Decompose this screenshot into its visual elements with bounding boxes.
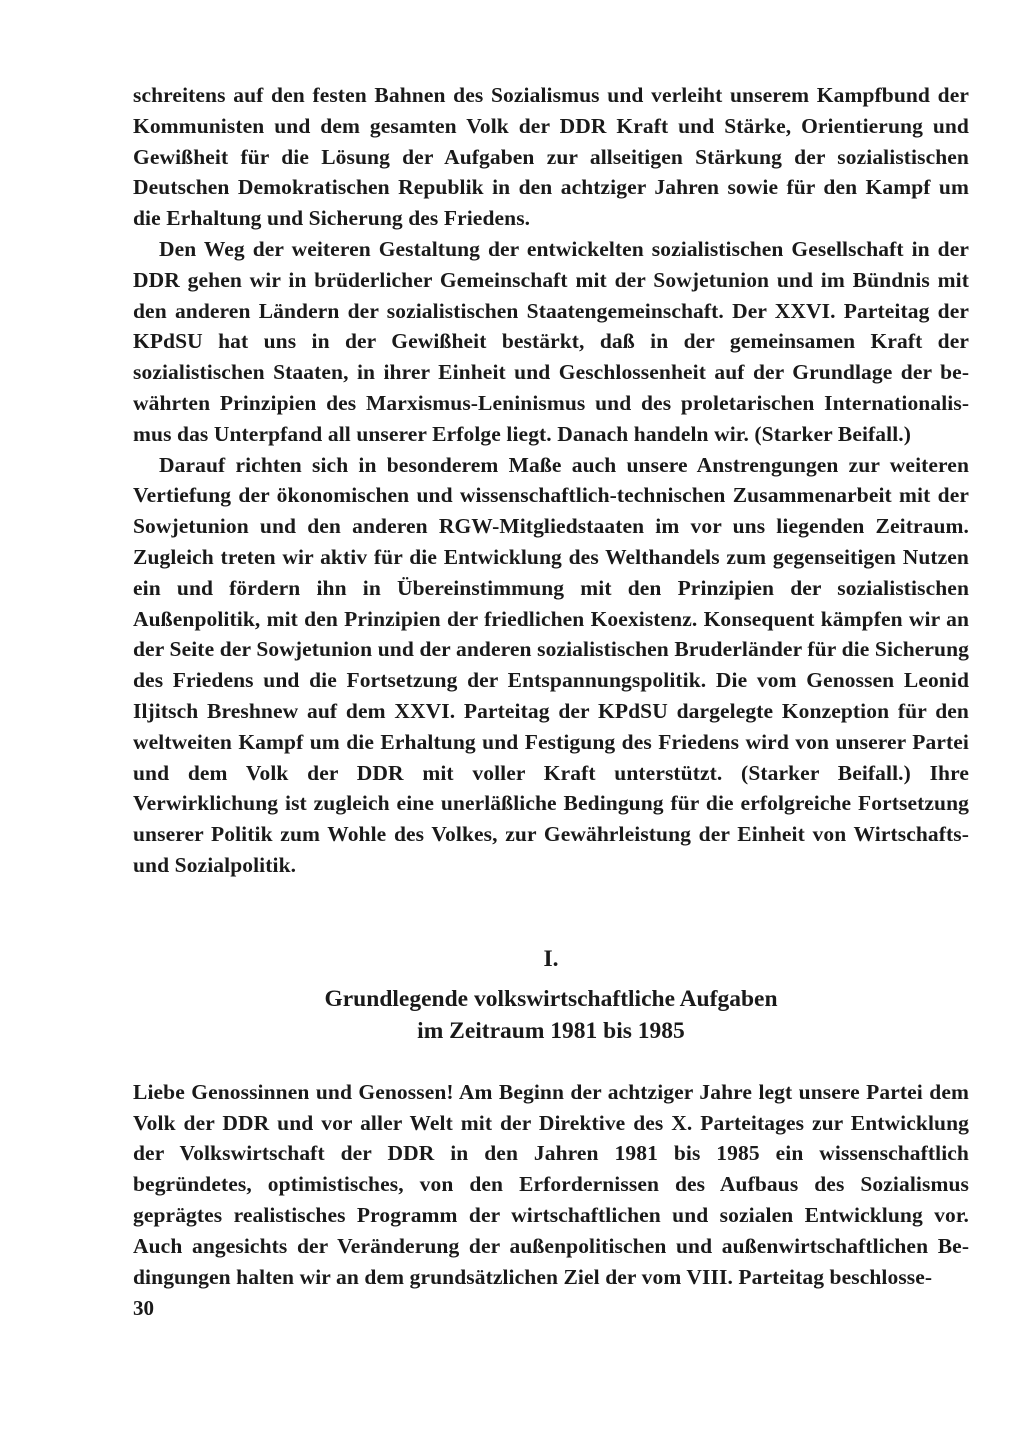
paragraph-socialist-community: Den Weg der weiteren Gestaltung der entwickelten sozialistischen Gesellschaft in der DDR gehen wir in brüderlicher Gemeinschaft mit der Sowjetunion und im Bündnis mit den anderen Ländern der sozialistischen Staatengemeinschaft. Der XXVI. Parteitag der KPdSU hat uns in der Gewißheit bestärkt, daß in der gemeinsamen Kraft der sozialistischen Staaten, in ihrer Einheit und Geschlossenheit auf der Grundlage der bewährten Prinzipien des Marxismus-Leninismus und des proletarischen Internationalismus das Unterpfand all unserer Erfolge liegt. Danach handeln wir. (Starker Beifall.) bbox=[133, 236, 969, 446]
document-page bbox=[133, 80, 969, 1292]
section-title bbox=[133, 983, 969, 1047]
paragraph-continuation: schreitens auf den festen Bahnen des Sozialismus und verleiht unserem Kampfbund der Kommunisten und dem gesamten Volk der DDR Kraft und Stärke, Orientierung und Gewißheit für die Lösung der Aufgaben zur allseitigen Stärkung der sozialistischen Deutschen Demokratischen Republik in den achtziger Jahren sowie für den Kampf um die Erhaltung und Sicherung des Friedens. bbox=[133, 83, 969, 231]
paragraph-section-intro: Liebe Genossinnen und Genossen! Am Beginn der achtziger Jahre legt unsere Partei dem Volk der DDR und vor aller Welt mit der Direktive des X. Parteitages zur Entwicklung der Volkswirtschaft der DDR in den Jahren 1981 bis 1985 ein wissenschaftlich begründetes, optimistisches, von den Erfordernissen des Aufbaus des Sozialismus geprägtes realistisches Programm der wirtschaftlichen und sozialen Entwicklung vor. Auch angesichts der Veränderung der außenpolitischen und außenwirtschaftlichen Bedingungen halten wir an dem grundsätzlichen Ziel der vom VIII. Parteitag beschlosse- bbox=[133, 1079, 969, 1289]
page-number: 30 bbox=[133, 1296, 154, 1320]
paragraph-economic-cooperation: Darauf richten sich in besonderem Maße auch unsere Anstrengungen zur weiteren Vertiefung der ökonomischen und wissenschaftlich-technischen Zusammenarbeit mit der Sowjetunion und den anderen RGW-Mitgliedstaaten im vor uns liegenden Zeitraum. Zugleich treten wir aktiv für die Entwicklung des Welthandels zum gegenseitigen Nutzen ein und fördern ihn in Übereinstimmung mit den Prinzipien der sozialistischen Außenpolitik, mit den Prinzipien der friedlichen Koexistenz. Konsequent kämpfen wir an der Seite der Sowjetunion und der anderen sozialistischen Bruderländer für die Sicherung des Friedens und die Fortsetzung der Entspannungspolitik. Die vom Genossen Leonid Iljitsch Breshnew auf dem XXVI. Parteitag der KPdSU dargelegte Konzeption für den weltweiten Kampf um die Erhaltung und Festigung des Friedens wird von unserer Partei und dem Volk der DDR mit voller Kraft unterstützt. (Starker Beifall.) Ihre Verwirklichung ist zugleich eine unerläßliche Bedingung für die erfolgreiche Fortsetzung unserer Politik zum Wohle des Volkes, zur Gewährleistung der Einheit von Wirtschafts- und Sozialpolitik. bbox=[133, 452, 969, 877]
section-numeral: I. bbox=[543, 945, 559, 972]
section-title-line-1: Grundlegende volkswirtschaftliche Aufgaben bbox=[324, 985, 778, 1012]
section-title-line-2: im Zeitraum 1981 bis 1985 bbox=[417, 1017, 685, 1044]
